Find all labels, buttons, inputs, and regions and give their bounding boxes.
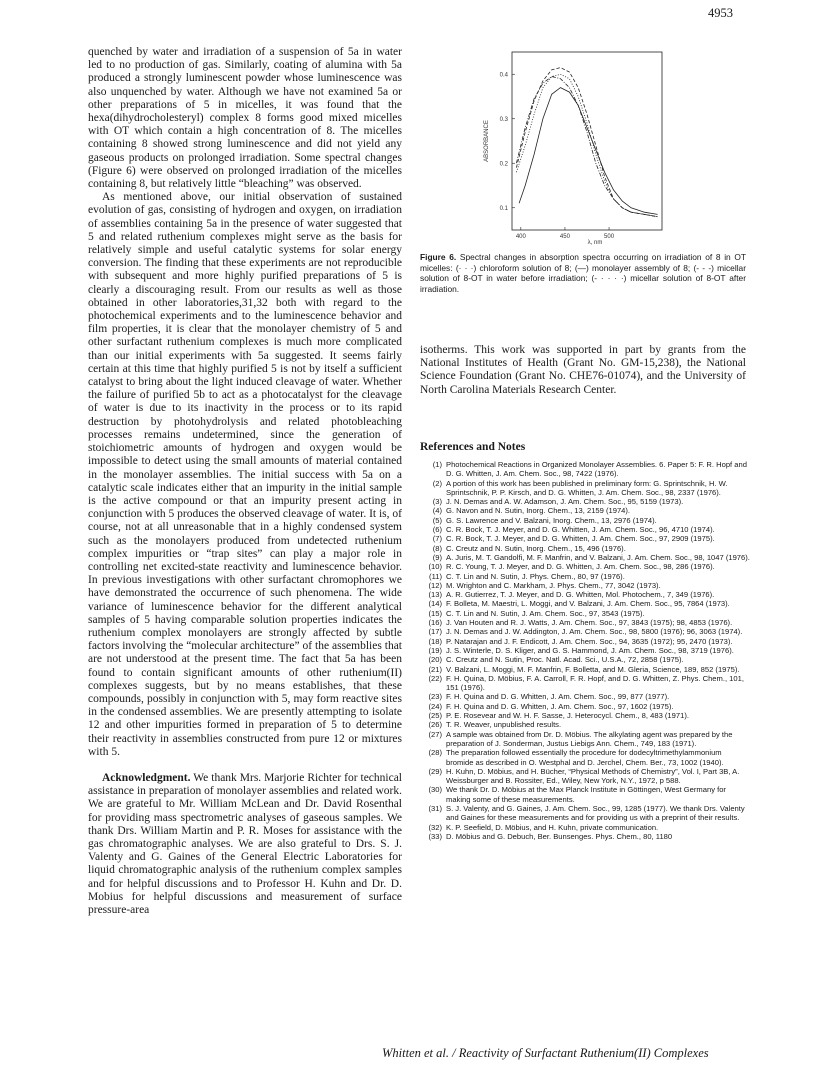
reference-text: P. E. Rosevear and W. H. F. Sasse, J. Heterocycl. Chem., 8, 483 (1971).: [446, 711, 689, 721]
y-axis-label: ABSORBANCE: [484, 120, 490, 162]
y-tick-label: 0.4: [499, 72, 508, 79]
reference-text: Photochemical Reactions in Organized Monolayer Assemblies. 6. Paper 5: F. R. Hopf and D. G. Whitten, J. Am. Chem. Soc., 98, 7422 (1976).: [446, 460, 747, 479]
figure-caption-text: Spectral changes in absorption spectra occurring on irradiation of 8 in OT micelles: (· · ·) chloroform solution of 8; (—) monolayer assembly of 8; (- - -) micellar solution of 8-OT in water before irradiation; (- · · · ·) micellar solution of 8-OT after irradiation.: [420, 252, 747, 294]
reference-number: (32): [428, 822, 442, 832]
reference-item: [420, 581, 750, 590]
reference-number: (2): [432, 478, 442, 488]
reference-number: (19): [428, 645, 442, 655]
reference-number: (7): [432, 534, 442, 544]
running-footer: Whitten et al. / Reactivity of Surfactant Ruthenium(II) Complexes: [382, 1046, 709, 1060]
x-tick-label: 450: [559, 234, 570, 240]
figure-6: [420, 46, 746, 246]
reference-text: C. R. Bock, T. J. Meyer, and D. G. Whitten, J. Am. Chem. Soc., 96, 4710 (1974).: [446, 525, 715, 535]
reference-text: J. Van Houten and R. J. Watts, J. Am. Chem. Soc., 97, 3843 (1975); 98, 4853 (1976).: [446, 618, 733, 628]
reference-number: (4): [432, 506, 442, 516]
reference-text: M. Wrighton and C. Markham, J. Phys. Chem., 77, 3042 (1973).: [446, 580, 661, 590]
reference-item: [420, 720, 750, 729]
body-paragraph: As mentioned above, our initial observation of sustained evolution of gas, consisting of hydrogen and oxygen, on irradiation of assemblies containing 5a in the presence of water suggested that 5 and related ruthenium complexes might serve as the basis for relatively simple and useful catalytic systems for solar energy conversion. The finding that these experiments are not reproducible with subsequent and more highly purified preparations of 5 is clearly a discouraging result. From our results as well as those obtained in other laboratories,31,32 both with regard to the photochemical experiments and to the luminescence behavior and film properties, it is clear that the monolayer chemistry of 5 and other surfactant ruthenium complexes is much more complicated than our initial experiments with 5a suggested. It seems fairly certain at this time that highly purified 5 is not by itself a sufficient catalyst to bring about the light induced cleavage of water. Whether the failure of purified 5b to act as a photocatalyst for the cleavage of water is due to its inactivity in the process or to its rapid destruction by photohydrolysis and related photobleaching processes remains undetermined, since the generation of stoichiometric amounts of hydrogen and oxygen would be impossible to detect using the small amounts of material contained in the monolayer assemblies. The initial success with 5a on a catalytic scale indicates either that an impurity in the initial sample is the active compound or that an impurity present acting in conjunction with 5 produces the observed cleavage of water. It is, of course, not at all unreasonable that in a highly condensed system such as the monolayers produced from undetected ruthenium complex impurities or “trap sites” can play a major role in controlling net excited-state reactivity and luminescence behavior. In previous investigations with other surfactant chromophores we have demonstrated the occurrence of such phenomena. The wide variance of luminescence behavior for the different analytical samples of 5 having comparable solution properties indicates the ruthenium complex monolayers are strongly affected by subtle factors involving the “molecular architecture” of the assemblies that are not understood at the present time. The fact that 5a has been found to contain significant amounts of other ruthenium(II) complexes suggests, but by no means establishes, that these compounds, possibly in conjunction with 5, may form reactive sites in the condensed assemblies. We are presently attempting to isolate 12 and other impurities formed in preparation of 5 to determine their reactivity in assemblies constructed from pure 12 or mixtures with 5.: [88, 191, 402, 758]
reference-number: (26): [428, 720, 442, 730]
reference-item: [420, 497, 750, 506]
reference-item: [420, 562, 750, 571]
reference-number: (5): [432, 515, 442, 525]
reference-number: (25): [428, 711, 442, 721]
spectrum-line-dotted: [516, 74, 657, 216]
y-tick-label: 0.3: [499, 116, 508, 123]
reference-number: (15): [428, 608, 442, 618]
reference-number: (23): [428, 692, 442, 702]
reference-item: [420, 627, 750, 636]
acknowledgment-paragraph: [88, 772, 402, 917]
reference-number: (27): [428, 729, 442, 739]
reference-text: C. R. Bock, T. J. Meyer, and D. G. Whitten, J. Am. Chem. Soc., 97, 2909 (1975).: [446, 534, 715, 544]
reference-number: (9): [432, 552, 442, 562]
reference-item: [420, 823, 750, 832]
acknowledgment-heading: Acknowledgment.: [102, 771, 191, 784]
reference-number: (22): [428, 673, 442, 683]
reference-text: J. N. Demas and J. W. Addington, J. Am. Chem. Soc., 98, 5800 (1976); 96, 3063 (1974).: [446, 627, 743, 637]
reference-item: [420, 665, 750, 674]
reference-item: [420, 544, 750, 553]
x-tick-label: 500: [604, 234, 615, 240]
reference-number: (13): [428, 590, 442, 600]
reference-item: [420, 516, 750, 525]
y-tick-label: 0.2: [499, 161, 508, 168]
acknowledgment-text: We thank Mrs. Marjorie Richter for technical assistance in preparation of monolayer assemblies and related work. We are grateful to Mr. William McLean and Dr. David Rosenthal for providing mass spectrometric analyses of gaseous samples. We thank Drs. William Martin and P. R. Moses for assistance with the gas chromatographic analyses. We are also grateful to Drs. S. J. Valenty and G. Gaines of the General Electric Laboratories for liquid chromatographic analysis of the ruthenium complex samples and for helpful discussions and to Professor H. Kuhn and Dr. D. Mobius for helpful discussions and measurement of surface pressure-area: [88, 771, 402, 916]
reference-text: F. Bolleta, M. Maestri, L. Moggi, and V. Balzani, J. Am. Chem. Soc., 95, 7864 (1973).: [446, 599, 730, 609]
reference-number: (12): [428, 580, 442, 590]
reference-text: C. Creutz and N. Sutin, Proc. Natl. Acad. Sci., U.S.A., 72, 2858 (1975).: [446, 655, 684, 665]
reference-item: [420, 553, 750, 562]
reference-text: J. N. Demas and A. W. Adamson, J. Am. Chem. Soc., 95, 5159 (1973).: [446, 497, 684, 507]
reference-text: A sample was obtained from Dr. D. Möbius. The alkylating agent was prepared by the preparation of J. Sonderman, Justus Liebigs Ann. Chem., 749, 183 (1971).: [446, 729, 733, 748]
reference-text: A. Juris, M. T. Gandolfi, M. F. Manfrin, and V. Balzani, J. Am. Chem. Soc., 98, 1047 (1976).: [446, 552, 750, 562]
reference-number: (28): [428, 748, 442, 758]
reference-text: D. Möbius and G. Debuch, Ber. Bunsenges. Phys. Chem., 80, 1180: [446, 831, 673, 841]
reference-number: (16): [428, 618, 442, 628]
plot-frame: [512, 52, 662, 230]
reference-item: [420, 534, 750, 543]
reference-number: (8): [432, 543, 442, 553]
reference-number: (14): [428, 599, 442, 609]
figure-caption: [420, 252, 746, 294]
reference-item: [420, 804, 750, 823]
reference-item: [420, 479, 750, 498]
reference-text: C. T. Lin and N. Sutin, J. Phys. Chem., 80, 97 (1976).: [446, 571, 625, 581]
reference-item: [420, 599, 750, 608]
reference-text: A. R. Gutierrez, T. J. Meyer, and D. G. Whitten, Mol. Photochem., 7, 349 (1976).: [446, 590, 715, 600]
reference-item: [420, 692, 750, 701]
reference-text: P. Natarajan and J. F. Endicott, J. Am. Chem. Soc., 94, 3635 (1972); 95, 2470 (1973).: [446, 636, 733, 646]
reference-text: H. Kuhn, D. Möbius, and H. Bücher, “Physical Methods of Chemistry”, Vol. I, Part 3B, A. Weissburger and B. Rossiter, Ed., Wiley, New York, N.Y., 1972, p 588.: [446, 766, 740, 786]
reference-item: [420, 646, 750, 655]
reference-text: F. H. Quina and D. G. Whitten, J. Am. Chem. Soc., 99, 877 (1977).: [446, 692, 670, 702]
reference-item: [420, 730, 750, 749]
reference-text: C. T. Lin and N. Sutin, J. Am. Chem. Soc., 97, 3543 (1975).: [446, 608, 645, 618]
reference-item: [420, 785, 750, 804]
spectrum-line-dash-dot: [516, 77, 657, 217]
reference-text: J. S. Winterle, D. S. Kliger, and G. S. Hammond, J. Am. Chem. Soc., 98, 3719 (1976).: [446, 645, 734, 655]
reference-text: K. P. Seefield, D. Möbius, and H. Kuhn, private communication.: [446, 822, 659, 832]
reference-text: The preparation followed essentially the procedure for dodecyltrimethylammonium bromide as described in O. Westphal and D. Jerchel, Chem. Ber., 73, 1002 (1940).: [446, 748, 724, 767]
reference-text: S. J. Valenty, and G. Gaines, J. Am. Chem. Soc., 99, 1285 (1977). We thank Drs. Valenty and Gaines for these measurements and for providing us with a preprint of their results.: [446, 803, 745, 823]
reference-text: F. H. Quina and D. G. Whitten, J. Am. Chem. Soc., 97, 1602 (1975).: [446, 701, 674, 711]
reference-item: [420, 572, 750, 581]
reference-item: [420, 767, 750, 786]
reference-item: [420, 590, 750, 599]
reference-number: (11): [429, 571, 442, 581]
reference-number: (18): [428, 636, 442, 646]
reference-number: (24): [428, 701, 442, 711]
reference-number: (10): [428, 562, 442, 572]
reference-text: T. R. Weaver, unpublished results.: [446, 720, 562, 730]
spectrum-line-dashed: [516, 68, 657, 217]
body-paragraph: isotherms. This work was supported in part by grants from the National Institutes of Health (Grant No. GM-15,238), the National Science Foundation (Grant No. CHE76-01074), and the University of North Carolina Materials Research Center.: [420, 344, 746, 396]
reference-number: (21): [428, 664, 442, 674]
reference-number: (30): [428, 785, 442, 795]
body-paragraph: quenched by water and irradiation of a suspension of 5a in water led to no production of gas. Similarly, coating of alumina with 5a produced a strongly luminescent powder whose luminescence was also unquenched by water. Although we have not examined 5a or other preparations of 5 in micelles, it was found that the hexa(dihydrocholesteryl) complex 8 forms good mixed micelles with OT which contain a high concentration of 8. The micelles containing 8 showed strong luminescence and did not yield any gaseous products on prolonged irradiation. Some spectral changes (Figure 6) were observed on prolonged irradiation of the micelles containing 8, but relatively little “bleaching” was observed.: [88, 46, 402, 191]
reference-item: [420, 702, 750, 711]
reference-item: [420, 525, 750, 534]
spectrum-line-solid: [519, 88, 658, 215]
series-lines: [516, 68, 657, 217]
reference-text: A portion of this work has been published in preliminary form: G. Sprintschnik, H. W. Sprintschnik, P. P. Kirsch, and D. G. Whitten, J. Am. Chem. Soc., 98, 2337 (1976).: [446, 478, 728, 497]
reference-number: (17): [428, 627, 442, 637]
reference-number: (33): [428, 831, 442, 841]
y-ticks: [500, 72, 515, 212]
reference-item: [420, 609, 750, 618]
reference-number: (29): [428, 766, 442, 776]
reference-number: (6): [432, 525, 442, 535]
reference-text: F. H. Quina, D. Möbius, F. A. Carroll, F. R. Hopf, and D. G. Whitten, Z. Phys. Chem., 101, 151 (1976).: [446, 673, 744, 693]
reference-item: [420, 655, 750, 664]
absorption-spectra-chart: [420, 46, 746, 246]
reference-item: [420, 674, 750, 693]
reference-item: [420, 748, 750, 767]
references-list: [420, 460, 750, 841]
reference-text: C. Creutz and N. Sutin, Inorg. Chem., 15, 496 (1976).: [446, 543, 626, 553]
reference-text: We thank Dr. D. Möbius at the Max Planck Institute in Göttingen, West Germany for making some of these measurements.: [446, 785, 726, 804]
figure-caption-label: Figure 6.: [420, 252, 457, 262]
reference-number: (31): [428, 803, 442, 813]
reference-number: (3): [432, 497, 442, 507]
page-number: 4953: [708, 6, 733, 20]
reference-number: (1): [432, 460, 442, 469]
reference-item: [420, 711, 750, 720]
reference-text: V. Balzani, L. Moggi, M. F. Manfrin, F. Bolletta, and M. Gleria, Science, 189, 852 (1975).: [446, 664, 740, 674]
reference-text: G. Navon and N. Sutin, Inorg. Chem., 13, 2159 (1974).: [446, 506, 631, 516]
reference-item: [420, 637, 750, 646]
reference-item: [420, 506, 750, 515]
right-column-continuation: [420, 344, 746, 397]
reference-item: [420, 460, 750, 479]
references-heading: References and Notes: [420, 441, 526, 453]
y-tick-label: 0.1: [499, 205, 508, 212]
x-ticks: [516, 227, 615, 240]
reference-text: G. S. Lawrence and V. Balzani, Inorg. Chem., 13, 2976 (1974).: [446, 515, 657, 525]
x-tick-label: 400: [515, 234, 526, 240]
reference-item: [420, 832, 750, 841]
reference-text: R. C. Young, T. J. Meyer, and D. G. Whitten, J. Am. Chem. Soc., 98, 286 (1976).: [446, 562, 715, 572]
left-column: [88, 46, 402, 917]
reference-number: (20): [428, 655, 442, 665]
reference-item: [420, 618, 750, 627]
x-axis-label: λ, nm: [587, 240, 603, 246]
